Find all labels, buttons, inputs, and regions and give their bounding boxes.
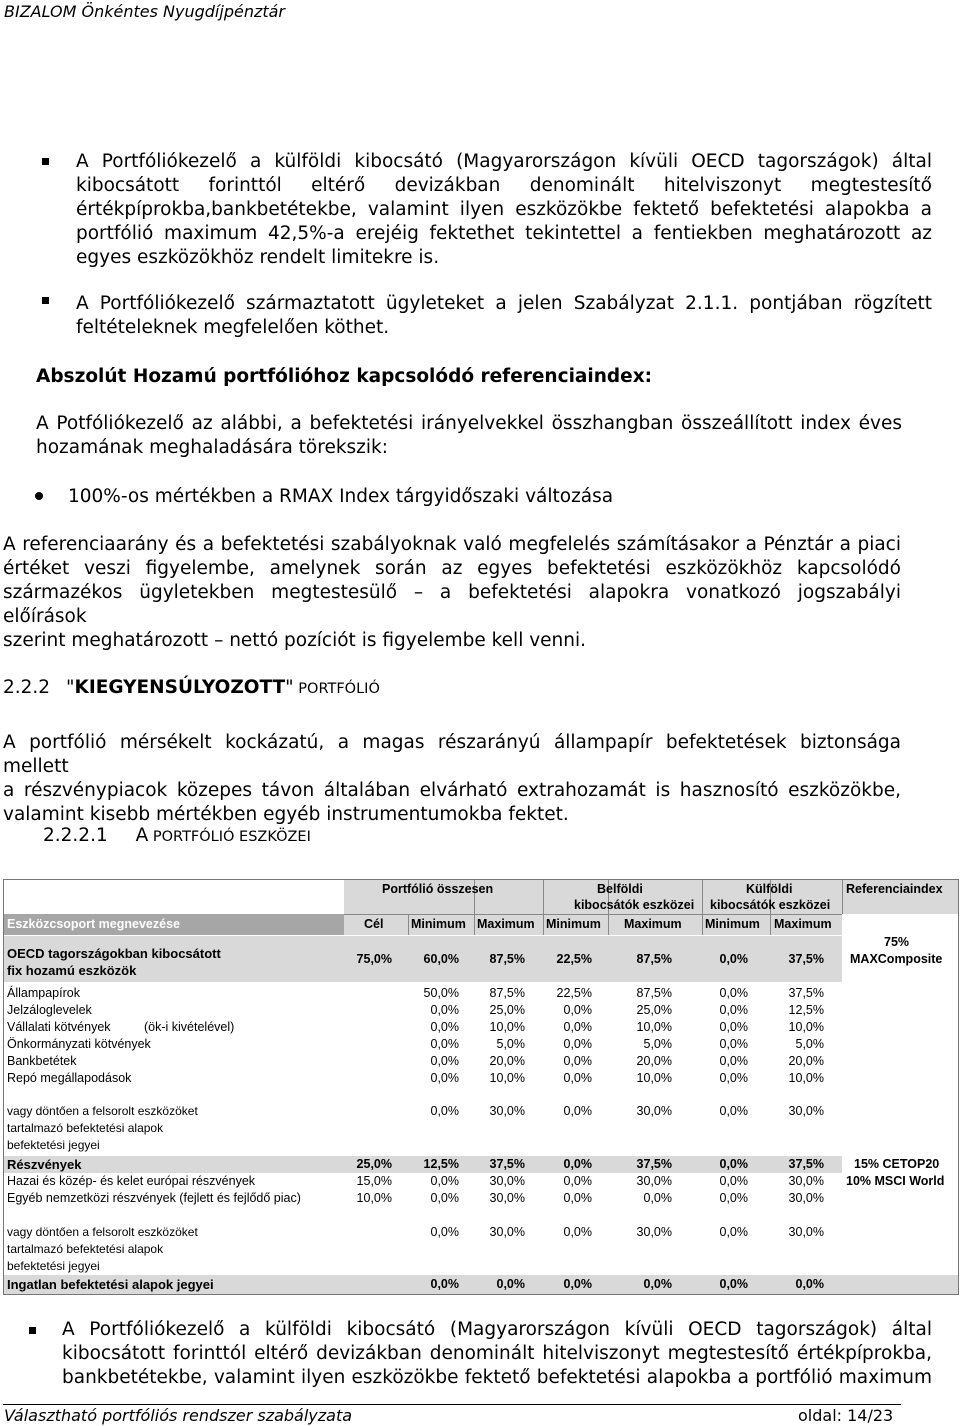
oecd-domestic-min: 22,5% — [556, 952, 592, 966]
foreign-header: Külföldi — [746, 882, 793, 896]
table-cell-value: 30,0% — [489, 1225, 525, 1239]
table-row-label: Állampapírok — [7, 986, 80, 1000]
quote-mark: " — [65, 677, 75, 698]
table-cell-value: 0,0% — [563, 1174, 592, 1188]
fund-row-label: tartalmazó befektetési alapok — [7, 1121, 164, 1135]
table-row-label: Jelzáloglevelek — [7, 1003, 92, 1017]
table-cell-value: 0,0% — [563, 1104, 592, 1118]
table-cell-value: 50,0% — [423, 986, 459, 1000]
footer-page-number: oldal: 14/23 — [798, 1406, 894, 1425]
table-cell-value: 0,0% — [563, 1037, 592, 1051]
fund-row-label: vagy döntően a felsorolt eszközöket — [7, 1225, 198, 1239]
table-cell-value: 25,0% — [636, 1003, 672, 1017]
table-cell-value: 5,0% — [496, 1037, 525, 1051]
fund-row-label: vagy döntően a felsorolt eszközöket — [7, 1104, 198, 1118]
table-cell-value: 30,0% — [788, 1191, 824, 1205]
real-estate-domestic-max: 0,0% — [643, 1277, 672, 1291]
domestic-header: Belföldi — [597, 882, 643, 896]
table-row-label: Vállalati kötvények — [7, 1020, 111, 1034]
table-cell-value: 10,0% — [489, 1071, 525, 1085]
real-estate-domestic-min: 0,0% — [563, 1277, 592, 1291]
equity-target: 25,0% — [356, 1157, 392, 1171]
table-row-label: Hazai és közép- és kelet európai részvények — [7, 1174, 256, 1188]
portfolio-min-header: Minimum — [411, 917, 466, 931]
text-line: portfólió maximum 42,5%-a erejéig fektethet tekintettel a fentiekben meghatározott az — [76, 223, 932, 244]
table-cell-value: 12,5% — [788, 1003, 824, 1017]
divider — [702, 880, 703, 935]
foreign-max-header: Maximum — [774, 917, 832, 931]
text-line: A Portfóliókezelő a külföldi kibocsátó (Magyarországon kívüli OECD tagországok) által — [76, 151, 932, 172]
table-cell-value: 87,5% — [636, 986, 672, 1000]
fund-row-label: befektetési jegyei — [7, 1138, 100, 1152]
domestic-header-sub: kibocsátók eszközei — [574, 898, 695, 912]
table-cell-value: 0,0% — [563, 1020, 592, 1034]
table-cell-value: 0,0% — [719, 1225, 748, 1239]
text-line: valamint kisebb mértékben egyéb instrumentumokba fektet. — [3, 804, 569, 825]
table-cell-value: 0,0% — [719, 1003, 748, 1017]
target-column-header: Cél — [364, 917, 384, 931]
table-cell-value: 0,0% — [719, 1071, 748, 1085]
reference-index-item: 100%-os mértékben a RMAX Index tárgyidőszaki változása — [68, 486, 614, 507]
domestic-min-header: Minimum — [546, 917, 601, 931]
table-cell-value: 0,0% — [719, 986, 748, 1000]
text-line: értékpíprokba,bankbetétekbe, valamint ilyen eszközökbe fektető befektetési alapokba a — [76, 199, 932, 220]
table-row-label: Önkormányzati kötvények — [7, 1037, 151, 1051]
subsection-heading — [43, 825, 311, 846]
real-estate-label: Ingatlan befektetési alapok jegyei — [7, 1277, 214, 1292]
divider — [344, 914, 842, 915]
equity-domestic-min: 0,0% — [563, 1157, 592, 1171]
text-line: A referenciaarány és a befektetési szabályoknak való megfelelés számításakor a Pénztár a piaci — [3, 534, 901, 555]
table-cell-value: 0,0% — [719, 1174, 748, 1188]
real-estate-portfolio-max: 0,0% — [496, 1277, 525, 1291]
fund-row-label: tartalmazó befektetési alapok — [7, 1242, 164, 1256]
table-cell-value: 15,0% — [356, 1174, 392, 1188]
table-cell-value: 30,0% — [489, 1104, 525, 1118]
oecd-portfolio-max: 87,5% — [489, 952, 525, 966]
bullet-paragraph-foreign-issuers-2 — [62, 1318, 932, 1390]
foreign-header-sub: kibocsátók eszközei — [710, 898, 831, 912]
text-line: feltételeknek megfelelően köthet. — [76, 317, 390, 338]
oecd-group-label: OECD tagországokban kibocsátott — [7, 946, 221, 961]
table-cell-value: 30,0% — [788, 1174, 824, 1188]
real-estate-foreign-max: 0,0% — [795, 1277, 824, 1291]
table-cell-value: 30,0% — [636, 1225, 672, 1239]
table-cell-value: 0,0% — [430, 1020, 459, 1034]
text-line: A Portfóliókezelő származtatott ügyleteket a jelen Szabályzat 2.1.1. pontjában rögzített — [76, 293, 932, 314]
equity-reference-line-1: 15% CETOP20 — [854, 1157, 940, 1171]
text-line: szerint meghatározott – nettó pozíciót is figyelembe kell venni. — [3, 630, 587, 651]
table-corner-blank — [4, 880, 344, 914]
text-line: A Potfóliókezelő az alábbi, a befektetési irányelvekkel összhangban összeállított index éves — [36, 413, 902, 434]
equity-group-label: Részvények — [7, 1157, 82, 1172]
oecd-foreign-max: 37,5% — [788, 952, 824, 966]
section-paragraph — [3, 731, 901, 827]
table-row-note: (ök-i kivételével) — [144, 1020, 235, 1034]
subsection-title: A — [135, 825, 149, 846]
text-line: értéket veszi figyelembe, amelynek során az egyes befektetési eszközökhöz kapcsolódó — [3, 558, 901, 579]
table-cell-value: 20,0% — [489, 1054, 525, 1068]
table-cell-value: 5,0% — [795, 1037, 824, 1051]
equity-portfolio-max: 37,5% — [489, 1157, 525, 1171]
section-number: 2.2.2 — [3, 677, 51, 698]
equity-foreign-min: 0,0% — [719, 1157, 748, 1171]
table-cell-value: 0,0% — [430, 1003, 459, 1017]
table-cell-value: 10,0% — [636, 1071, 672, 1085]
table-cell-value: 0,0% — [719, 1104, 748, 1118]
table-cell-value: 0,0% — [430, 1037, 459, 1051]
table-cell-value: 30,0% — [788, 1104, 824, 1118]
reference-intro-paragraph — [36, 412, 902, 460]
table-cell-value: 22,5% — [556, 986, 592, 1000]
table-cell-value: 10,0% — [788, 1020, 824, 1034]
text-line: hozamának meghaladására törekszik: — [36, 437, 388, 458]
square-bullet-icon — [42, 297, 49, 304]
bullet-paragraph-foreign-issuers — [76, 150, 932, 270]
portfolio-total-header: Portfólió összesen — [382, 882, 494, 896]
table-cell-value: 0,0% — [430, 1054, 459, 1068]
subsection-number: 2.2.2.1 — [43, 825, 108, 846]
real-estate-foreign-min: 0,0% — [719, 1277, 748, 1291]
oecd-group-label-sub: fix hozamú eszközök — [7, 963, 137, 978]
text-line: bankbetétekbe, valamint ilyen eszközökbe fektető befektetési alapokba a portfólió maximum — [62, 1367, 932, 1388]
equity-foreign-max: 37,5% — [788, 1157, 824, 1171]
oecd-domestic-max: 87,5% — [636, 952, 672, 966]
portfolio-max-header: Maximum — [477, 917, 535, 931]
table-cell-value: 30,0% — [636, 1174, 672, 1188]
table-cell-value: 10,0% — [356, 1191, 392, 1205]
footer-document-title: Választható portfóliós rendszer szabályzata — [4, 1406, 353, 1425]
table-cell-value: 0,0% — [643, 1191, 672, 1205]
table-cell-value: 0,0% — [719, 1020, 748, 1034]
square-bullet-icon — [42, 158, 49, 165]
table-cell-value: 20,0% — [636, 1054, 672, 1068]
oecd-reference-index: MAXComposite — [850, 952, 943, 966]
table-cell-value: 37,5% — [788, 986, 824, 1000]
domestic-max-header: Maximum — [624, 917, 682, 931]
table-cell-value: 0,0% — [430, 1191, 459, 1205]
divider — [543, 880, 544, 935]
equity-domestic-max: 37,5% — [636, 1157, 672, 1171]
document-header-title: BIZALOM Önkéntes Nyugdíjpénztár — [4, 2, 286, 21]
table-cell-value: 0,0% — [430, 1071, 459, 1085]
table-cell-value: 20,0% — [788, 1054, 824, 1068]
text-line: kibocsátott forinttól eltérő devizákban denominált hitelviszonyt megtestesítő — [76, 175, 932, 196]
reference-header: Referenciaindex — [846, 882, 943, 896]
section-heading — [3, 677, 380, 698]
text-line: A Portfóliókezelő a külföldi kibocsátó (Magyarországon kívüli OECD tagországok) által — [62, 1319, 932, 1340]
table-cell-value: 87,5% — [489, 986, 525, 1000]
equity-reference-line-2: 10% MSCI World — [846, 1174, 945, 1188]
table-cell-value: 30,0% — [636, 1104, 672, 1118]
reference-index-heading: Abszolút Hozamú portfólióhoz kapcsolódó referenciaindex: — [36, 366, 653, 387]
table-cell-value: 0,0% — [563, 1225, 592, 1239]
table-cell-value: 0,0% — [430, 1225, 459, 1239]
table-cell-value: 0,0% — [563, 1071, 592, 1085]
table-cell-value: 30,0% — [489, 1191, 525, 1205]
oecd-foreign-min: 0,0% — [719, 952, 748, 966]
section-title: KIEGYENSÚLYOZOTT — [74, 677, 286, 698]
table-cell-value: 30,0% — [788, 1225, 824, 1239]
table-cell-value: 0,0% — [719, 1054, 748, 1068]
portfolio-assets-table — [3, 879, 959, 1295]
foreign-min-header: Minimum — [705, 917, 760, 931]
table-cell-value: 30,0% — [489, 1174, 525, 1188]
table-cell-value: 0,0% — [563, 1054, 592, 1068]
reference-rule-paragraph — [3, 533, 901, 653]
round-bullet-icon — [35, 492, 43, 500]
divider — [408, 914, 409, 935]
text-line: A portfólió mérsékelt kockázatú, a magas részarányú állampapír befektetések biztonsága mellett — [3, 732, 901, 777]
text-line: származékos ügyletekben megtestesülő – a befektetési alapokra vonatkozó jogszabályi előírások — [3, 582, 901, 627]
oecd-reference-weight: 75% — [884, 935, 910, 949]
fund-row-label: befektetési jegyei — [7, 1259, 100, 1273]
table-cell-value: 25,0% — [489, 1003, 525, 1017]
table-row-label: Egyéb nemzetközi részvények (fejlett és fejlődő piac) — [7, 1191, 301, 1205]
asset-group-column-header: Eszközcsoport megnevezése — [7, 917, 180, 931]
table-cell-value: 0,0% — [563, 1191, 592, 1205]
table-cell-value: 5,0% — [643, 1037, 672, 1051]
subsection-title-suffix: PORTFÓLIÓ ESZKÖZEI — [148, 829, 311, 845]
square-bullet-icon — [29, 1327, 36, 1334]
table-cell-value: 10,0% — [636, 1020, 672, 1034]
text-line: a részvénypiacok közepes távon általában elvárható extrahozamát is hasznosító eszközökbe, — [3, 780, 901, 801]
table-cell-value: 10,0% — [489, 1020, 525, 1034]
equity-portfolio-min: 12,5% — [423, 1157, 459, 1171]
section-title-suffix: PORTFÓLIÓ — [293, 681, 380, 697]
oecd-portfolio-min: 60,0% — [423, 952, 459, 966]
real-estate-portfolio-min: 0,0% — [430, 1277, 459, 1291]
text-line: egyes eszközökhöz rendelt limitekre is. — [76, 247, 440, 268]
table-cell-value: 10,0% — [788, 1071, 824, 1085]
footer-rule — [3, 1404, 901, 1405]
text-line: kibocsátott forinttól eltérő devizákban denominált hitelviszonyt megtestesítő értékpíprokba, — [62, 1343, 932, 1364]
table-cell-value: 0,0% — [430, 1174, 459, 1188]
oecd-target: 75,0% — [356, 952, 392, 966]
quote-mark: " — [285, 677, 294, 698]
table-row-label: Bankbetétek — [7, 1054, 77, 1068]
table-cell-value: 0,0% — [719, 1191, 748, 1205]
table-row-label: Repó megállapodások — [7, 1071, 132, 1085]
table-cell-value: 0,0% — [719, 1037, 748, 1051]
bullet-paragraph-derivatives — [76, 292, 932, 340]
table-cell-value: 0,0% — [430, 1104, 459, 1118]
table-cell-value: 0,0% — [563, 1003, 592, 1017]
